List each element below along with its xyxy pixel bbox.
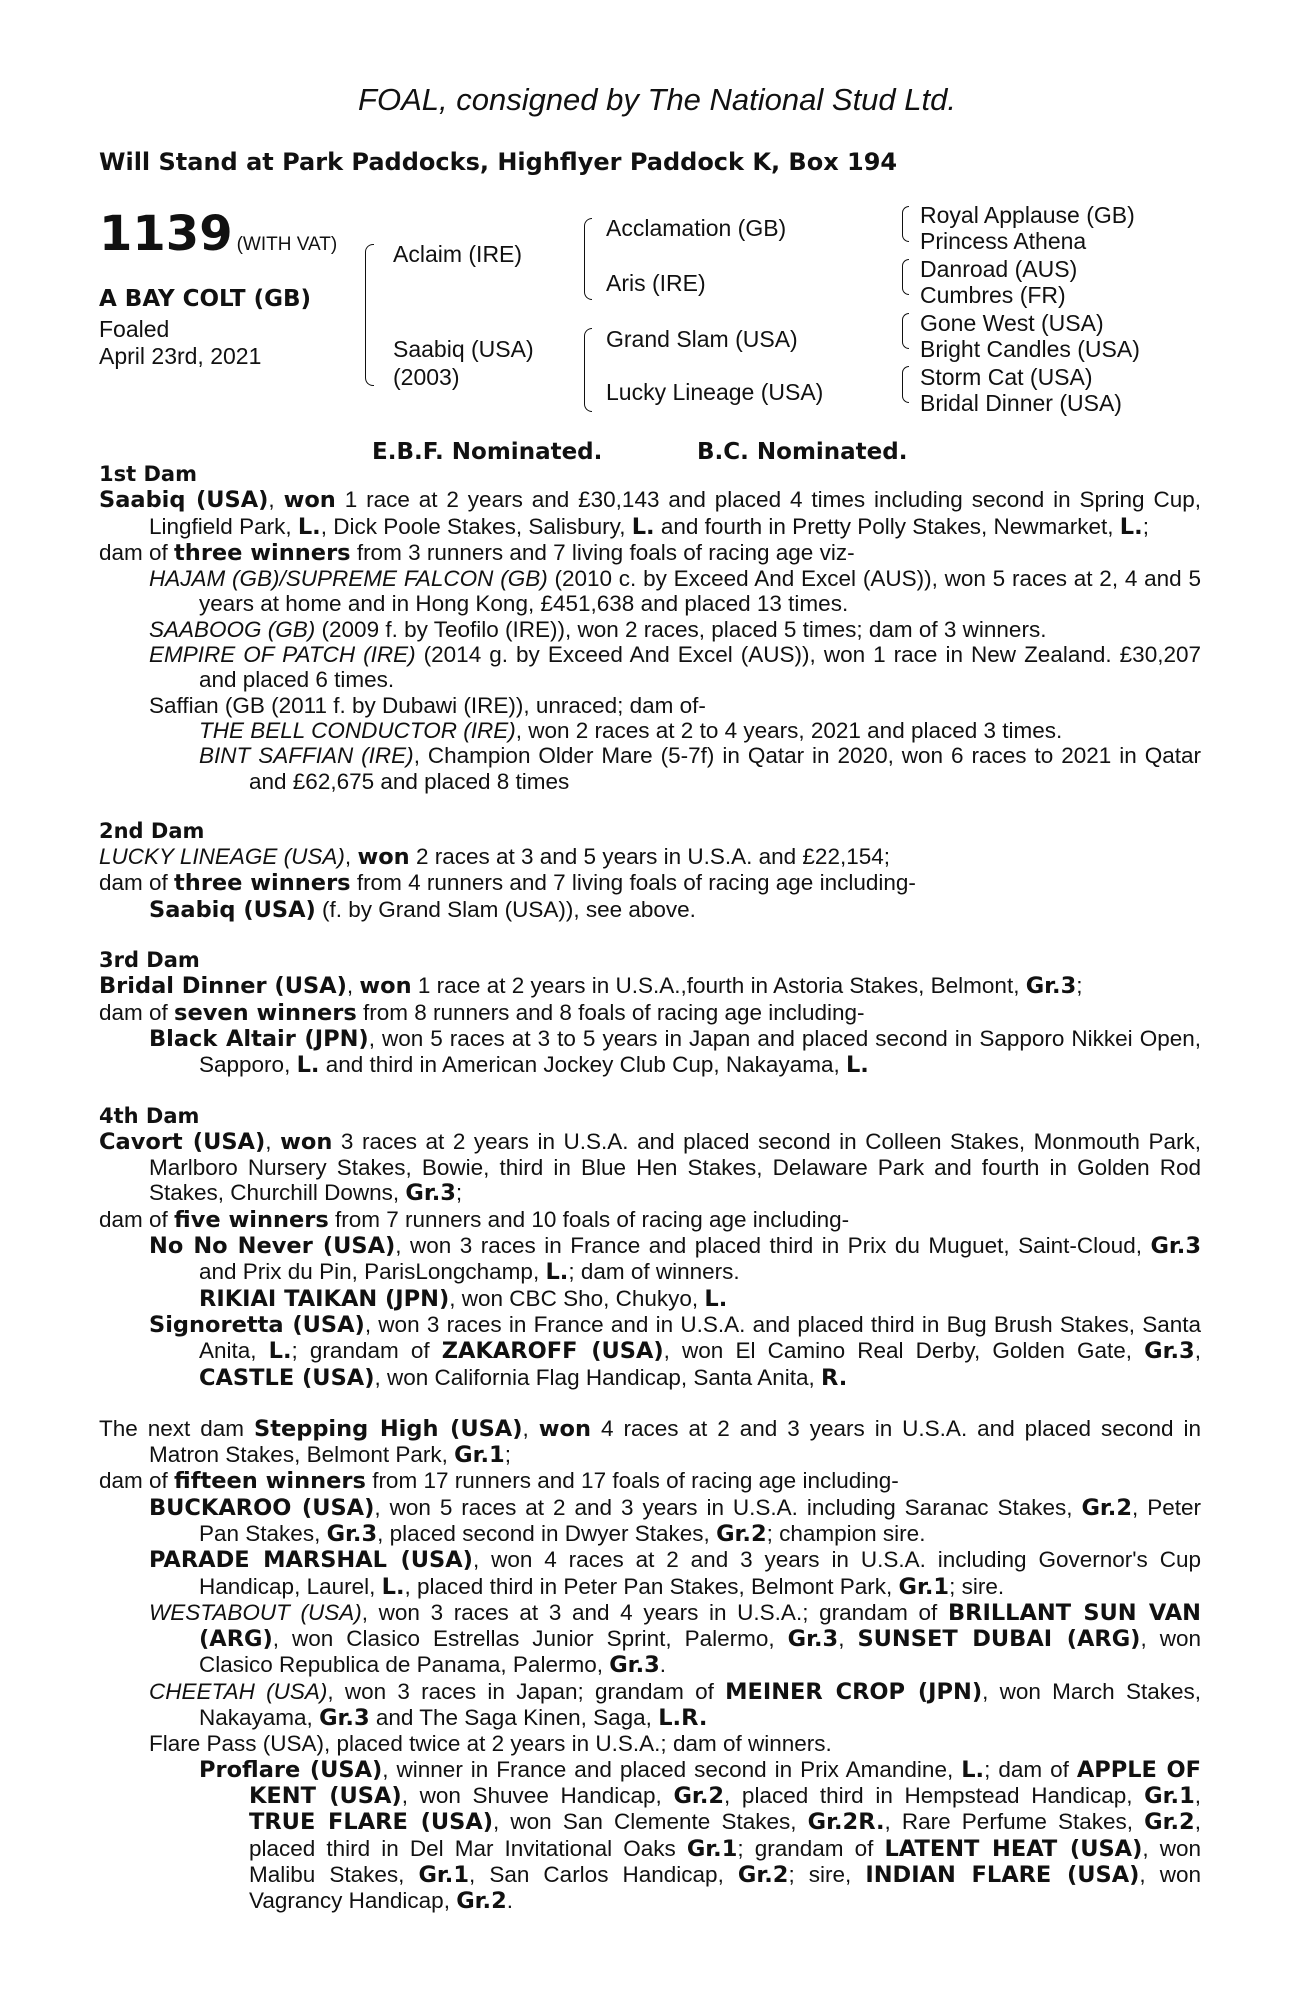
pedigree-entry: Saffian (GB (2011 f. by Dubawi (IRE)), unraced; dam of- bbox=[149, 692, 706, 718]
pedigree-entry: dam of three winners from 4 runners and 7 living foals of racing age including- bbox=[99, 870, 916, 897]
section-heading: 4th Dam bbox=[99, 1103, 200, 1128]
sire-line-brace bbox=[584, 218, 592, 300]
section-heading: 3rd Dam bbox=[99, 948, 200, 973]
pedigree-entry: WESTABOUT (USA), won 3 races at 3 and 4 years in U.S.A.; grandam of BRILLANT SUN VAN (ARG), won Clasico Estrellas Junior Sprint, Palermo, Gr.3, SUNSET DUBAI (ARG), won Clasico Republica de Panama, Palermo, Gr.3. bbox=[149, 1599, 1201, 1679]
pedigree-entry: THE BELL CONDUCTOR (IRE), won 2 races at 2 to 4 years, 2021 and placed 3 times. bbox=[199, 717, 1063, 743]
ds-brace bbox=[902, 313, 909, 349]
pedigree-entry: Proflare (USA), winner in France and placed second in Prix Amandine, L.; dam of APPLE OF KENT (USA), won Shuvee Handicap, Gr.2, placed third in Hempstead Handicap, Gr.1, TRUE FLARE (USA), won San Clemente Stakes, Gr.2R., Rare Perfume Stakes, Gr.2, placed third in Del Mar Invitational Oaks Gr.1; grandam of LATENT HEAT (USA), won Malibu Stakes, Gr.1, San Carlos Handicap, Gr.2; sire, INDIAN FLARE (USA), won Vagrancy Handicap, Gr.2. bbox=[199, 1756, 1202, 1915]
ped-sds: Danroad (AUS) bbox=[920, 256, 1078, 282]
lot-number: 1139 bbox=[99, 206, 233, 262]
pedigree-entry: RIKIAI TAIKAN (JPN), won CBC Sho, Chukyo, L. bbox=[199, 1285, 728, 1312]
pedigree-entry: No No Never (USA), won 3 races in France and placed third in Prix du Muguet, Saint-Cloud, Gr.3 and Prix du Pin, ParisLongchamp, L.; dam of winners. bbox=[149, 1233, 1201, 1286]
vat-note: (WITH VAT) bbox=[236, 234, 338, 255]
dam-sire-name: Grand Slam (USA) bbox=[606, 326, 798, 352]
pedigree-entry: PARADE MARSHAL (USA), won 4 races at 2 and 3 years in U.S.A. including Governor's Cup Handicap, Laurel, L., placed third in Peter Pan Stakes, Belmont Park, Gr.1; sire. bbox=[149, 1547, 1201, 1600]
pedigree-entry: The next dam Stepping High (USA), won 4 races at 2 and 3 years in U.S.A. and placed second in Matron Stakes, Belmont Park, Gr.1; bbox=[99, 1415, 1202, 1469]
section-gap bbox=[99, 794, 1201, 819]
ped-sss: Royal Applause (GB) bbox=[920, 202, 1135, 228]
ped-dds: Storm Cat (USA) bbox=[920, 364, 1093, 390]
ped-dsd: Bright Candles (USA) bbox=[920, 336, 1140, 362]
pedigree-entry: Bridal Dinner (USA), won 1 race at 2 years in U.S.A.,fourth in Astoria Stakes, Belmont, Gr.3; bbox=[99, 973, 1083, 1000]
pedigree-entry: dam of five winners from 7 runners and 10 foals of racing age including- bbox=[99, 1206, 850, 1233]
pedigree-entry: BINT SAFFIAN (IRE), Champion Older Mare (5-7f) in Qatar in 2020, won 6 races to 2021 in Qatar and £62,675 and placed 8 times bbox=[199, 743, 1201, 794]
sire-dam-brace bbox=[365, 244, 374, 386]
dam-section bbox=[99, 923, 1201, 1078]
pedigree-entry: SAABOOG (GB) (2009 f. by Teofilo (IRE)), won 2 races, placed 5 times; dam of 3 winners. bbox=[149, 616, 1047, 642]
ss-brace bbox=[902, 206, 909, 242]
pedigree-entry: Black Altair (JPN), won 5 races at 3 to 5 years in Japan and placed second in Sapporo Nikkei Open, Sapporo, L. and third in American Jockey Club Cup, Nakayama, L. bbox=[149, 1025, 1201, 1079]
sire-dam-name: Aris (IRE) bbox=[606, 270, 706, 296]
dam-name: Saabiq (USA) bbox=[393, 336, 534, 362]
lot-header bbox=[99, 206, 337, 262]
ped-ssd: Princess Athena bbox=[920, 228, 1087, 254]
dd-brace bbox=[902, 366, 909, 403]
pedigree-entry: HAJAM (GB)/SUPREME FALCON (GB) (2010 c. by Exceed And Excel (AUS)), won 5 races at 2, 4 and 5 years at home and in Hong Kong, £451,638 and placed 13 times. bbox=[149, 566, 1201, 617]
dam-section bbox=[99, 794, 1201, 923]
dam-line-brace bbox=[584, 328, 592, 412]
pedigree-entry: Signoretta (USA), won 3 races in France and in U.S.A. and placed third in Bug Brush Stakes, Santa Anita, L.; grandam of ZAKAROFF (USA), won El Camino Real Derby, Golden Gate, Gr.3, CASTLE (USA), won California Flag Handicap, Santa Anita, R. bbox=[149, 1311, 1201, 1391]
section-gap bbox=[99, 1079, 1201, 1104]
foaled-info bbox=[99, 316, 261, 370]
stand-location: Will Stand at Park Paddocks, Highflyer Paddock K, Box 194 bbox=[99, 148, 898, 176]
pedigree-entry: dam of seven winners from 8 runners and 8 foals of racing age including- bbox=[99, 999, 865, 1026]
pedigree-entry: Saabiq (USA), won 1 race at 2 years and £30,143 and placed 4 times including second in Spring Cup, Lingfield Park, L., Dick Poole Stakes, Salisbury, L. and fourth in Pretty Polly Stakes, Newmarket, L.; bbox=[99, 487, 1201, 540]
pedigree-entry: dam of three winners from 3 runners and 7 living foals of racing age viz- bbox=[99, 539, 855, 566]
dam-year: (2003) bbox=[393, 364, 460, 390]
lot-description: A BAY COLT (GB) bbox=[99, 286, 312, 312]
dam-section bbox=[99, 1079, 1201, 1391]
dam-section bbox=[99, 1391, 1201, 1915]
foaled-date: April 23rd, 2021 bbox=[99, 343, 262, 369]
ped-dss: Gone West (USA) bbox=[920, 310, 1104, 336]
section-heading: 2nd Dam bbox=[99, 818, 205, 843]
catalogue-body bbox=[99, 462, 1201, 1914]
sire-name: Aclaim (IRE) bbox=[393, 241, 523, 267]
pedigree-entry: dam of fifteen winners from 17 runners and 17 foals of racing age including- bbox=[99, 1468, 899, 1495]
section-gap bbox=[99, 923, 1201, 948]
section-heading: 1st Dam bbox=[99, 462, 197, 486]
ped-sdd: Cumbres (FR) bbox=[920, 282, 1066, 308]
ebf-nominated: E.B.F. Nominated. bbox=[372, 439, 603, 465]
pedigree-entry: Flare Pass (USA), placed twice at 2 years in U.S.A.; dam of winners. bbox=[149, 1731, 832, 1757]
dam-section bbox=[99, 462, 1201, 794]
pedigree-entry: Cavort (USA), won 3 races at 2 years in U.S.A. and placed second in Colleen Stakes, Monmouth Park, Marlboro Nursery Stakes, Bowie, third in Blue Hen Stakes, Delaware Park and fourth in Golden Rod Stakes, Churchill Downs, Gr.3; bbox=[99, 1128, 1201, 1207]
pedigree-entry: EMPIRE OF PATCH (IRE) (2014 g. by Exceed And Excel (AUS)), won 1 race in New Zealand. £30,207 and placed 6 times. bbox=[149, 642, 1201, 693]
pedigree-entry: Saabiq (USA) (f. by Grand Slam (USA)), see above. bbox=[149, 896, 696, 923]
pedigree-entry: BUCKAROO (USA), won 5 races at 2 and 3 years in U.S.A. including Saranac Stakes, Gr.2, Peter Pan Stakes, Gr.3, placed second in Dwyer Stakes, Gr.2; champion sire. bbox=[149, 1494, 1202, 1547]
pedigree-entry: LUCKY LINEAGE (USA), won 2 races at 3 and 5 years in U.S.A. and £22,154; bbox=[99, 844, 891, 871]
sd-brace bbox=[902, 259, 909, 295]
section-gap bbox=[99, 1391, 1201, 1416]
bc-nominated: B.C. Nominated. bbox=[697, 439, 908, 465]
foaled-label: Foaled bbox=[99, 316, 170, 342]
dam-dam-name: Lucky Lineage (USA) bbox=[606, 379, 824, 405]
sire-sire-name: Acclamation (GB) bbox=[606, 215, 787, 241]
ped-ddd: Bridal Dinner (USA) bbox=[920, 390, 1122, 416]
pedigree-entry: CHEETAH (USA), won 3 races in Japan; grandam of MEINER CROP (JPN), won March Stakes, Nakayama, Gr.3 and The Saga Kinen, Saga, L.R. bbox=[149, 1678, 1201, 1732]
consignor-line: FOAL, consigned by The National Stud Ltd. bbox=[358, 82, 956, 117]
